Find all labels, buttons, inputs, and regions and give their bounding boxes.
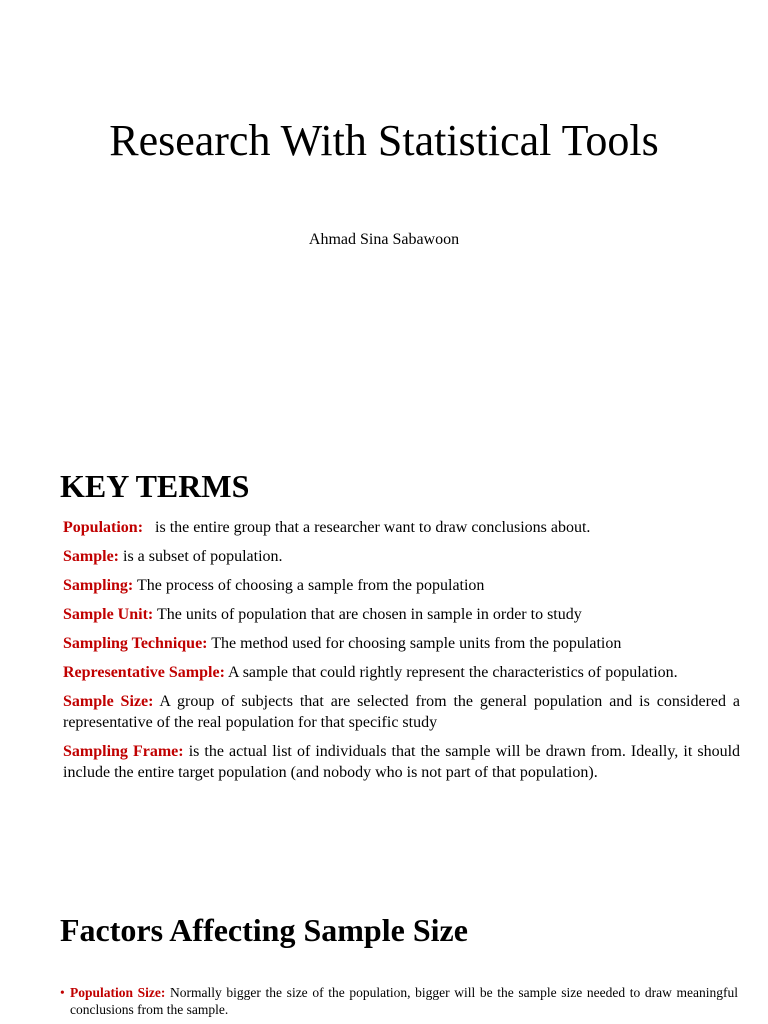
term-definition: A group of subjects that are selected from the general population and is considered a representative of the real population for that specific study: [63, 693, 745, 731]
factor-label: Population Size:: [70, 985, 166, 1000]
title-slide: [0, 0, 768, 440]
key-terms-list: [63, 517, 745, 791]
factors-list: [60, 984, 738, 1018]
bullet-icon: •: [60, 985, 65, 1000]
factors-slide: [0, 880, 768, 1024]
term-sample: [63, 546, 740, 567]
term-representative-sample: [63, 662, 740, 683]
term-label: Sample:: [63, 548, 119, 565]
term-definition: The method used for choosing sample units from the population: [207, 635, 622, 652]
term-definition: A sample that could rightly represent the characteristics of population.: [224, 664, 678, 681]
term-population: [63, 517, 740, 538]
term-label: Sampling:: [63, 577, 134, 594]
term-definition: is a subset of population.: [119, 548, 283, 565]
term-label: Sampling Technique:: [63, 635, 208, 652]
term-sampling: [63, 575, 740, 596]
term-label: Representative Sample:: [63, 664, 225, 681]
author-name: Ahmad Sina Sabawoon: [308, 231, 460, 248]
key-terms-heading: KEY TERMS: [60, 468, 250, 504]
term-label: Sample Unit:: [63, 606, 154, 623]
term-label: Sample Size:: [63, 693, 154, 710]
key-terms-slide: [0, 440, 768, 880]
term-sample-size: [63, 691, 745, 733]
term-definition: The process of choosing a sample from the population: [133, 577, 485, 594]
term-label: Sampling Frame:: [63, 743, 184, 760]
term-label: Population:: [63, 519, 144, 536]
term-sampling-technique: [63, 633, 740, 654]
term-definition: is the actual list of individuals that the sample will be drawn from. Ideally, it should include the entire target population (and nobody who is not part of that population).: [63, 743, 745, 781]
presentation-title: Research With Statistical Tools: [109, 116, 659, 165]
factor-population-size: [60, 984, 738, 1018]
term-definition: is the entire group that a researcher want to draw conclusions about.: [143, 519, 591, 536]
factor-definition: Normally bigger the size of the population, bigger will be the sample size needed to draw meaningful conclusions from the sample.: [70, 985, 738, 1017]
factors-heading: Factors Affecting Sample Size: [60, 912, 468, 948]
term-sample-unit: [63, 604, 740, 625]
term-definition: The units of population that are chosen in sample in order to study: [153, 606, 582, 623]
term-sampling-frame: [63, 741, 745, 783]
